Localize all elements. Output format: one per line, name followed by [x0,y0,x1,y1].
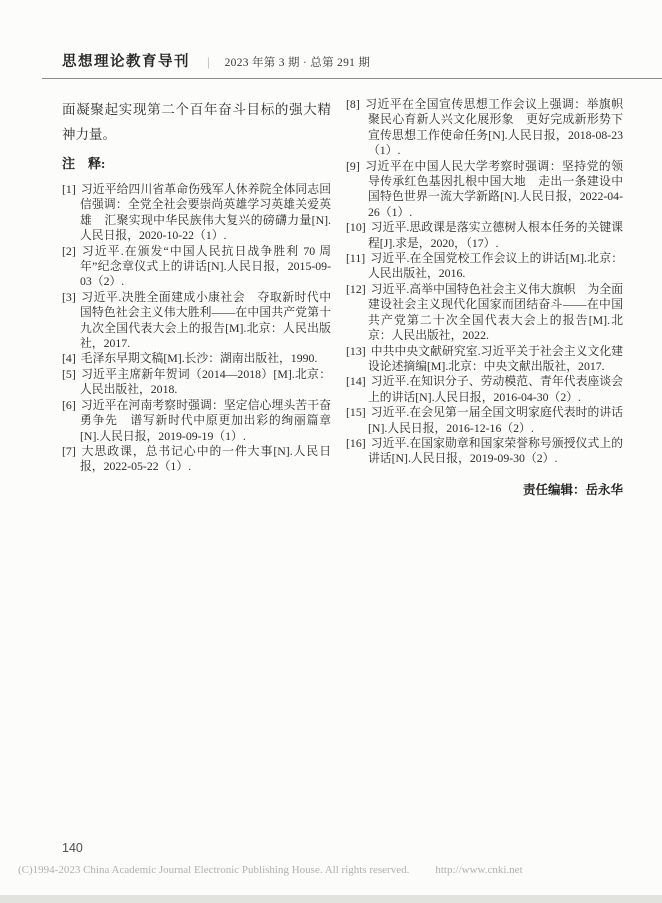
reference-item [346,405,623,436]
closing-paragraph: 面凝聚起实现第二个百年奋斗目标的强大精神力量。 [62,102,331,142]
reference-text: 大思政课，总书记心中的一件大事[N].人民日报，2022-05-22（1）. [80,443,331,474]
header-separator: | [207,54,210,69]
reference-item [62,244,331,290]
left-column [62,97,331,498]
journal-title: 思想理论教育导刊 [62,54,190,70]
reference-number: [4] [62,351,76,366]
reference-text: 中共中央文献研究室.习近平关于社会主义文化建设论述摘编[M].北京：中央文献出版社，2017. [368,343,623,373]
reference-item [346,251,623,282]
scan-edge-strip [0,895,662,903]
reference-item [62,351,331,366]
reference-item [62,290,331,352]
reference-text: 习近平.在国家勋章和国家荣誉称号颁授仪式上的讲话[N].人民日报，2019-09-30（2）. [368,435,623,466]
reference-number: [1] [62,182,76,196]
reference-text: 习近平.在全国党校工作会议上的讲话[M].北京：人民出版社，2016. [368,251,623,281]
page-number: 140 [62,841,83,855]
reference-text: 习近平在中国人民大学考察时强调：坚持党的领导传承红色基因扎根中国大地 走出一条建设中国特色世界一流大学新路[N].人民日报，2022-04-26（1）. [364,158,623,219]
reference-text: 习近平.在颁发“中国人民抗日战争胜利 70 周年”纪念章仪式上的讲话[N].人民日报，2015-09-03（2）. [80,243,331,289]
reference-number: [10] [346,220,366,235]
copyright-text: (C)1994-2023 China Academic Journal Electronic Publishing House. All rights reserved. [18,864,410,876]
reference-item [62,398,331,444]
reference-text: 习近平.在知识分子、劳动模范、青年代表座谈会上的讲话[N].人民日报，2016-04-30（2）. [368,374,623,404]
reference-number: [5] [62,366,76,381]
reference-text: 习近平主席新年贺词（2014—2018）[M].北京：人民出版社，2018. [80,366,331,397]
reference-number: [13] [346,343,366,358]
reference-item [346,374,623,405]
reference-item [346,282,623,344]
reference-text: 习近平.决胜全面建成小康社会 夺取新时代中国特色社会主义伟大胜利——在中国共产党第十九次全国代表大会上的报告[M].北京：人民出版社，2017. [80,289,331,351]
reference-text: 习近平给四川省革命伤残军人休养院全体同志回信强调：全党全社会要崇尚英雄学习英雄关爱英雄 汇聚实现中华民族伟大复兴的磅礴力量[N].人民日报，2020-10-22（1）. [80,182,331,243]
article-body [62,97,623,498]
copyright-notice [18,864,523,876]
reference-number: [8] [346,97,360,111]
reference-text: 毛泽东早期文稿[M].长沙：湖南出版社，1990. [80,351,318,366]
reference-item [346,220,623,251]
reference-text: 习近平.高举中国特色社会主义伟大旗帜 为全面建设社会主义现代化国家而团结奋斗——在中国共产党第二十次全国代表大会上的报告[M].北京：人民出版社，2022. [368,281,623,343]
cnki-url: http://www.cnki.net [435,864,523,876]
responsible-editor: 责任编辑：岳永华 [522,482,623,497]
reference-item [62,182,331,244]
reference-number: [6] [62,397,76,412]
reference-number: [9] [346,158,360,173]
reference-number: [12] [346,281,366,296]
reference-item [346,159,623,221]
reference-text: 习近平在全国宣传思想工作会议上强调：举旗帜聚民心育新人兴文化展形象 更好完成新形势下宣传思想工作使命任务[N].人民日报，2018-08-23（1）. [364,97,623,158]
page-header [62,50,370,71]
reference-text: 习近平.在会见第一届全国文明家庭代表时的讲话[N].人民日报，2016-12-16（2）. [368,405,623,435]
right-column [346,97,623,498]
reference-number: [16] [346,435,366,450]
reference-item [346,436,623,467]
reference-text: 习近平在河南考察时强调：坚定信心埋头苦干奋勇争先 谱写新时代中原更加出彩的绚丽篇章[N].人民日报，2019-09-19（1）. [80,397,331,443]
reference-number: [14] [346,374,366,389]
reference-list-left [62,182,331,475]
reference-text: 习近平.思政课是落实立德树人根本任务的关键课程[J].求是，2020，（17）. [368,220,623,250]
reference-item [62,444,331,475]
reference-number: [15] [346,405,366,420]
reference-item [346,344,623,375]
reference-number: [2] [62,243,76,258]
reference-item [62,367,331,398]
reference-number: [3] [62,289,76,304]
notes-heading: 注 释: [62,156,106,171]
reference-list-right [346,97,623,467]
reference-number: [11] [346,251,366,266]
header-divider [42,78,662,79]
reference-number: [7] [62,443,76,458]
issue-info: 2023 年第 3 期 · 总第 291 期 [224,57,371,69]
reference-item [346,97,623,159]
